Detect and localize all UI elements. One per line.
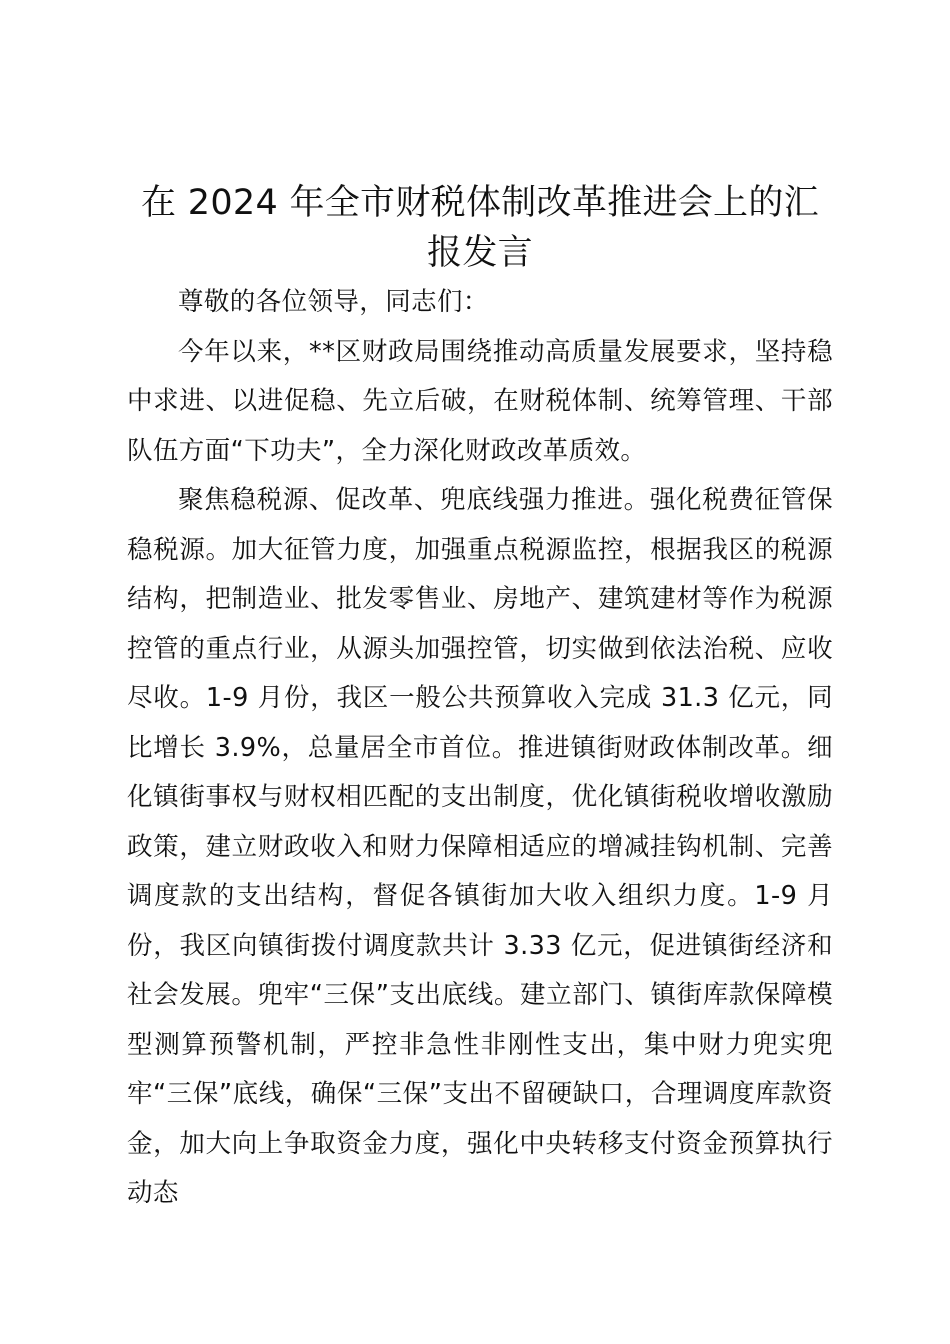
paragraph-tax-reform: 聚焦稳税源、促改革、兜底线强力推进。强化税费征管保稳税源。加大征管力度，加强重点税源监控，根据我区的税源结构，把制造业、批发零售业、房地产、建筑建材等作为税源控管的重点行业，从源头加强控管，切实做到依法治税、应收尽收。1-9 月份，我区一般公共预算收入完成 31.3 亿元，同比增长 3.9%，总量居全市首位。推进镇街财政体制改革。细化镇街事权与财权相匹配的支出制度，优化镇街税收增收激励政策，建立财政收入和财力保障相适应的增减挂钩机制、完善调度款的支出结构，督促各镇街加大收入组织力度。1-9 月份，我区向镇街拨付调度款共计 3.33 亿元，促进镇街经济和社会发展。兜牢“三保”支出底线。建立部门、镇街库款保障模型测算预警机制，严控非急性非刚性支出，集中财力兜实兜牢“三保”底线，确保“三保”支出不留硬缺口，合理调度库款资金，加大向上争取资金力度，强化中央转移支付资金预算执行动态 (127, 485, 833, 1208)
paragraph-intro: 今年以来，**区财政局围绕推动高质量发展要求，坚持稳中求进、以进促稳、先立后破，在财税体制、统筹管理、干部队伍方面“下功夫”，全力深化财政改革质效。 (127, 336, 833, 466)
document-title: 在 2024 年全市财税体制改革推进会上的汇报发言 (141, 183, 819, 273)
greeting: 尊敬的各位领导，同志们： (178, 287, 489, 317)
document-body (127, 178, 833, 1219)
